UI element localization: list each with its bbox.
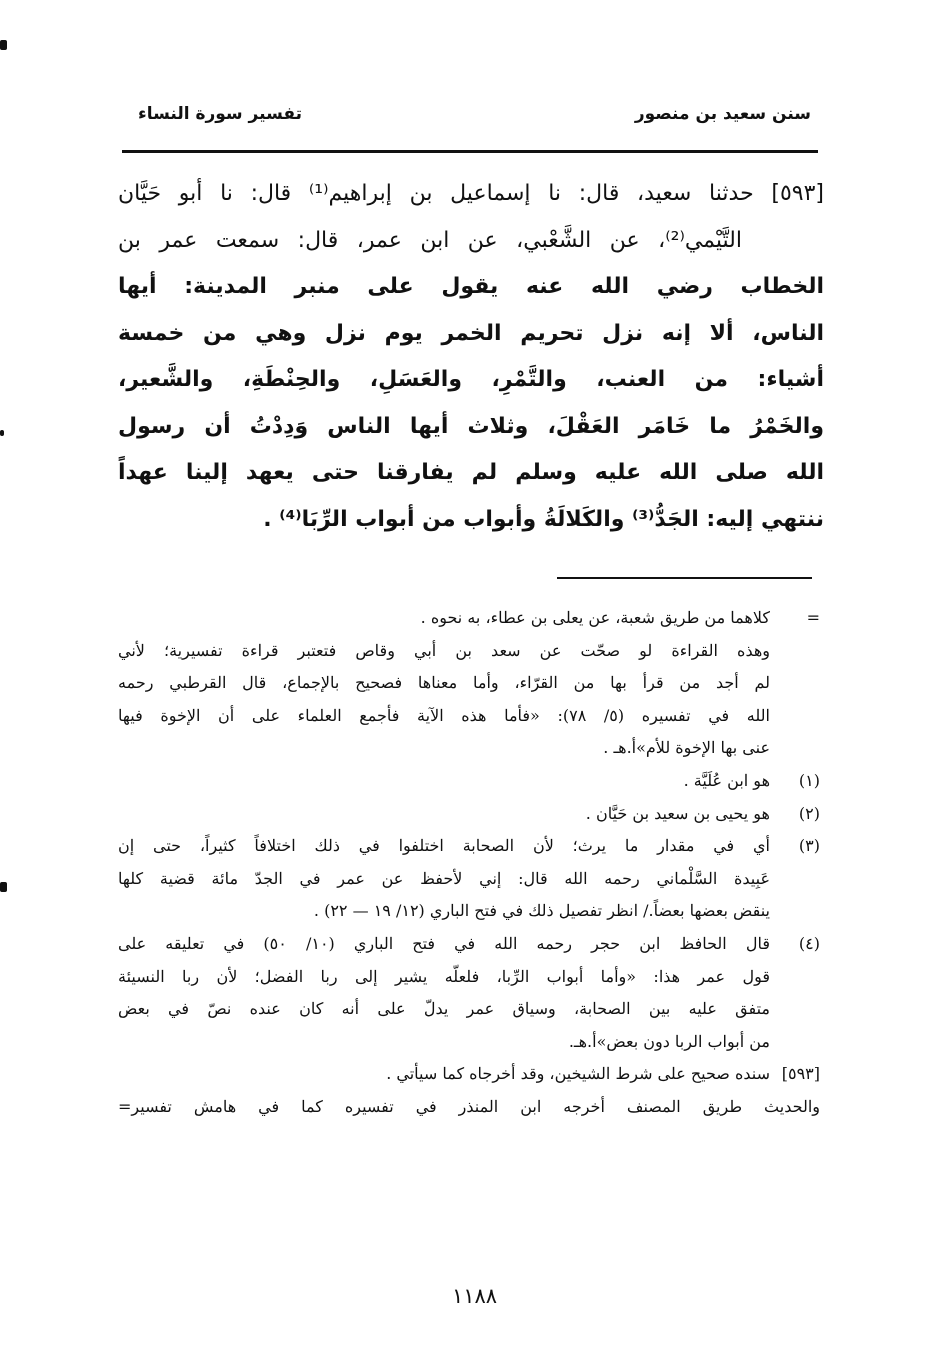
hadith-line: التَّيْمي⁽²⁾، عن الشَّعْبي، عن ابن عمر، قال: سمعت عمر بن: [118, 227, 742, 253]
scan-mark: [0, 882, 7, 892]
footnote-line: هو يحيى بن سعيد بن حَيَّان .: [585, 803, 770, 823]
footnote-line: لم أجد من قرأ بها من القرّاء، وأما معناها فصحيح بالإجماع، قال القرطبي رحمه: [118, 673, 770, 693]
footnote-line: عَبِيدة السَّلْماني رحمه الله قال: إني لأحفظ عن عمر في الجدّ مائة قضية كلها: [118, 868, 770, 888]
takhrij-number: [٥٩٣]: [781, 1064, 820, 1084]
footnote-line: متفق عليه بين الصحابة، وسياق عمر يدلّ على أنه كان عنده نصّ في بعض: [118, 999, 770, 1019]
scan-mark: [0, 40, 7, 50]
page-number: ١١٨٨: [451, 1284, 498, 1308]
footnote-continuation-body: [118, 635, 820, 765]
hadith-line: الله صلى الله عليه وسلم لم يفارقنا حتى يعهد إلينا عهداً: [118, 460, 824, 485]
footnote-line: قال الحافظ ابن حجر رحمه الله في فتح الباري (١٠/ ٥٠) في تعليقه على: [118, 933, 770, 953]
hadith-line: والخَمْرُ ما خَامَر العَقْلَ، وثلاث أيها الناس وَدِدْتُ أن رسول: [118, 413, 824, 439]
footnote-continuation: [118, 602, 820, 635]
hadith-line: أشياء: من العنب، والتَّمْرِ، والعَسَلِ، والحِنْطَةِ، والشَّعير،: [118, 367, 824, 392]
footnote-number: (٢): [798, 803, 820, 823]
footnote-line: هو ابن عُلَيَّة .: [683, 770, 770, 790]
footnote-separator: [557, 577, 812, 579]
hadith-line: ننتهي إليه: الجَدُّ⁽³⁾ والكَلالَةُ وأبواب من أبواب الرِّبَا⁽⁴⁾ .: [263, 506, 824, 532]
takhrij-line: سنده صحيح على شرط الشيخين، وقد أخرجاه كما سيأتي .: [386, 1064, 770, 1084]
hadith-line: الخطاب رضي الله عنه يقول على منبر المدينة: أيها: [118, 274, 824, 299]
hadith-text: [118, 171, 824, 543]
header-rule: [122, 150, 818, 153]
footnote-number: (٤): [798, 933, 820, 953]
footnote-line: ينقض بعضها بعضاً./ انظر تفصيل ذلك في فتح الباري (١٢/ ١٩ — ٢٢) .: [313, 901, 770, 921]
takhrij-line: والحديث طريق المصنف أخرجه ابن المنذر في تفسيره كما في هامش تفسير=: [118, 1096, 820, 1116]
hadith-line: [٥٩٣] حدثنا سعيد، قال: نا إسماعيل بن إبراهيم⁽¹⁾ قال: نا أبو حَيَّان: [118, 181, 824, 206]
takhrij-note: [118, 1058, 820, 1091]
footnote-line: قول عمر هذا: «وأما أبواب الرِّبا، فلعلّه يشير إلى ربا الفضل؛ لأن ربا النسيئة: [118, 966, 770, 986]
running-header-section-title: تفسير سورة النساء: [138, 104, 302, 124]
footnote-line: عنى بها الإخوة للأم»أ.هـ .: [603, 738, 770, 758]
footnote-line: الله في تفسيره (٥/ ٧٨): «فأما هذه الآية فأجمع العلماء على أن الإخوة فيها: [118, 705, 771, 725]
footnote-3: [118, 830, 820, 928]
footnote-line: من أبواب الربا دون بعض»أ.هـ.: [568, 1031, 770, 1051]
footnote-1: [118, 765, 820, 798]
scan-mark: [0, 430, 4, 436]
hadith-line: الناس، ألا إنه نزل تحريم الخمر يوم نزل وهي من خمسة: [118, 320, 824, 346]
footnote-line: وهذه القراءة لو صحّت عن سعد بن أبي وقاص فتعتبر قراءة تفسيرية؛ لأني: [118, 640, 770, 660]
footnote-2: [118, 798, 820, 831]
footnote-number: (١): [798, 770, 820, 790]
footnote-line: كلاهما من طريق شعبة، عن يعلى بن عطاء، به نحوه .: [420, 608, 770, 627]
footnote-4: [118, 928, 820, 1058]
running-header-book-title: سنن سعيد بن منصور: [634, 104, 811, 124]
footnote-number: (٣): [798, 836, 820, 856]
continuation-marker: =: [806, 608, 820, 627]
footnotes: [118, 602, 820, 1124]
footnote-line: أي في مقدار ما يرث؛ لأن الصحابة اختلفوا في ذلك اختلافاً كثيراً، حتى إن: [118, 836, 770, 856]
takhrij-continuation: [118, 1091, 820, 1124]
